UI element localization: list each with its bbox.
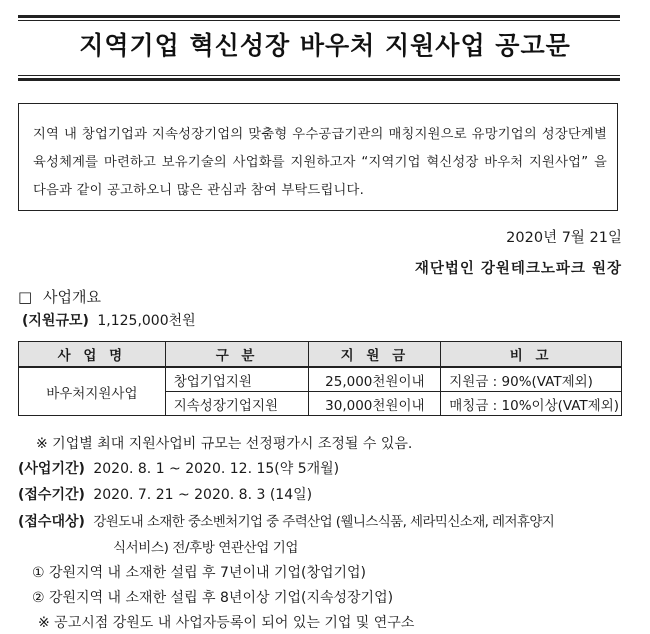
title-top-rule (18, 15, 620, 18)
page-title: 지역기업 혁신성장 바우처 지원사업 공고문 (79, 31, 571, 60)
apply-value: 2020. 7. 21 ~ 2020. 8. 3 (14일) (93, 487, 313, 503)
note-cell: 지원금 : 90%(VAT제외) (441, 367, 622, 392)
header-type: 구 분 (165, 342, 309, 368)
issuing-organization: 재단법인 강원테크노파크 원장 (414, 261, 622, 277)
header-amount: 지 원 금 (309, 342, 441, 368)
target-value-line2: 식서비스) 전/후방 연관산업 기업 (113, 540, 299, 556)
period-label: (사업기간) (18, 461, 85, 477)
section-heading (18, 286, 101, 307)
apply-label: (접수기간) (18, 487, 85, 503)
section-title: 사업개요 (42, 288, 101, 306)
note-cell: 매칭금 : 10%이상(VAT제외) (441, 392, 622, 416)
header-note: 비 고 (441, 342, 622, 368)
notice-text: 지역 내 창업기업과 지속성장기업의 맞춤형 우수공급기관의 매칭지원으로 유망기업의 성장단계별 육성체계를 마련하고 보유기술의 사업화를 지원하고자 “지역기업 혁신성장 바우처 지원사업” 을 다음과 같이 공고하오니 많은 관심과 참여 부탁드립니다. (33, 127, 607, 198)
support-table (18, 341, 622, 416)
program-name-cell: 바우처지원사업 (19, 367, 166, 416)
amount-cell: 30,000천원이내 (309, 392, 441, 416)
apply-line (18, 484, 312, 504)
title-top-rule-thin (18, 20, 620, 21)
title-bottom-rule-thin (18, 75, 620, 76)
header-program: 사 업 명 (19, 342, 166, 368)
type-cell: 창업기업지원 (165, 367, 309, 392)
target-line (18, 510, 554, 531)
target-value-line1: 강원도내 소재한 중소벤처기업 중 주력산업 (웰니스식품, 세라믹신소재, 레저휴양지 (93, 514, 555, 530)
amount-cell: 25,000천원이내 (309, 367, 441, 392)
budget-line (22, 310, 196, 330)
budget-value: 1,125,000천원 (97, 313, 196, 329)
announcement-date: 2020년 7월 21일 (506, 230, 622, 246)
condition-growth: ② 강원지역 내 소재한 설립 후 8년이상 기업(지속성장기업) (32, 590, 394, 606)
table-header-row (19, 342, 622, 368)
period-value: 2020. 8. 1 ~ 2020. 12. 15(약 5개월) (93, 461, 340, 477)
table-row (19, 367, 622, 392)
period-line (18, 458, 339, 478)
checkbox-square-icon: □ (18, 288, 33, 306)
notice-box (18, 103, 618, 211)
budget-label: (지원규모) (22, 313, 89, 329)
type-cell: 지속성장기업지원 (165, 392, 309, 416)
title-bottom-rule (18, 78, 620, 81)
condition-startup: ① 강원지역 내 소재한 설립 후 7년이내 기업(창업기업) (32, 565, 367, 581)
target-label: (접수대상) (18, 514, 85, 530)
budget-adjust-note: ※ 기업별 최대 지원사업비 규모는 선정평가시 조정될 수 있음. (36, 436, 413, 452)
registration-note: ※ 공고시점 강원도 내 사업자등록이 되어 있는 기업 및 연구소 (38, 615, 415, 631)
